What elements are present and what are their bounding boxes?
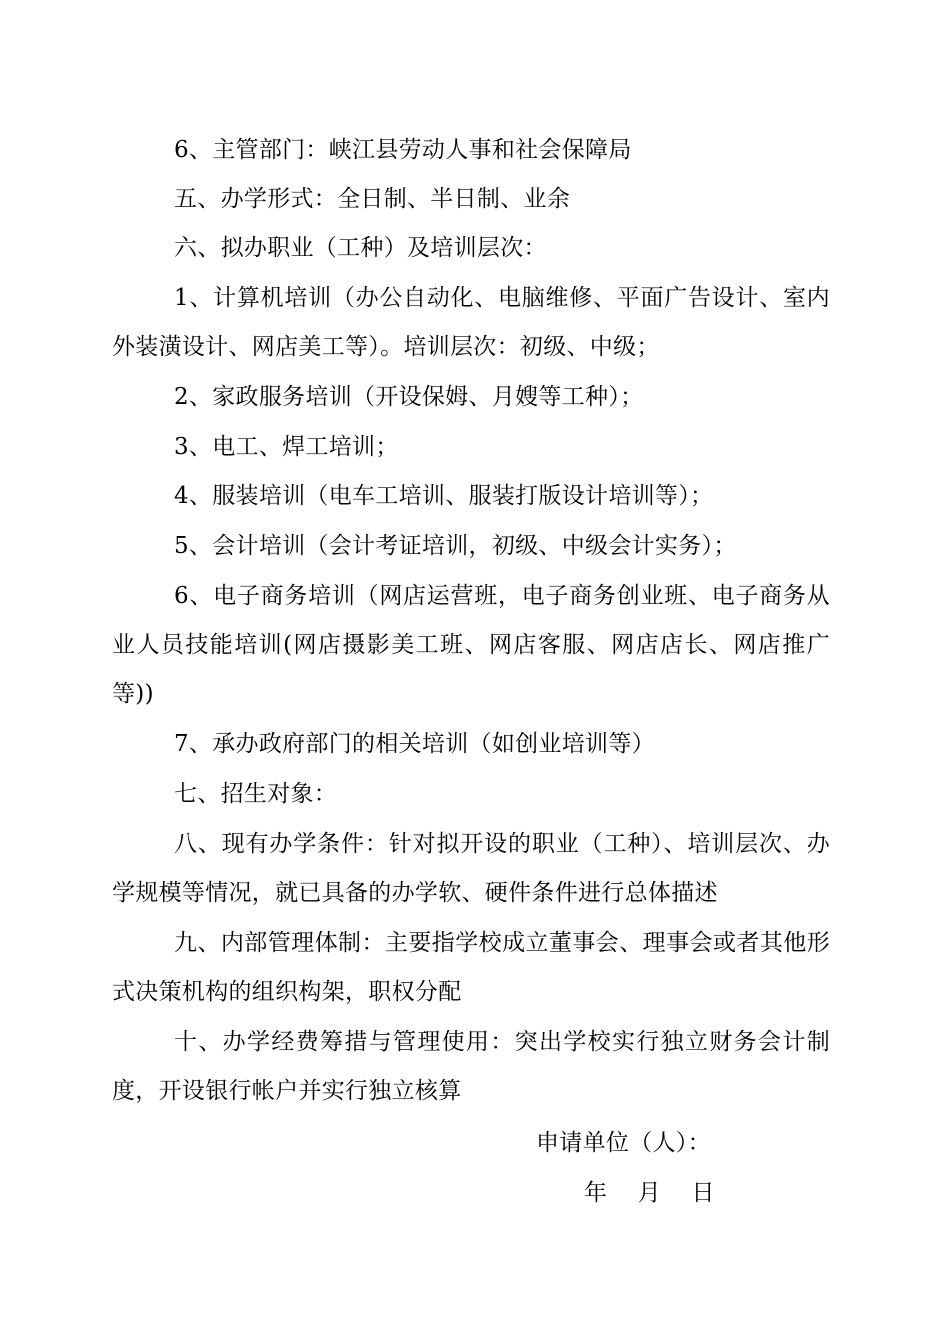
paragraph-accounting-training: 5、会计培训（会计考证培训，初级、中级会计实务）； (174, 533, 737, 559)
paragraph-government-training: 7、承办政府部门的相关培训（如创业培训等） (174, 731, 655, 757)
paragraph-ecommerce-training: 6、电子商务培训（网店运营班，电子商务创业班、电子商务从业人员技能培训(网店摄影美工班、网店客服、网店店长、网店推广等)) (112, 583, 830, 707)
paragraph-housekeeping-training: 2、家政服务培训（开设保姆、月嫂等工种）； (174, 384, 644, 410)
paragraph-occupations-heading: 六、拟办职业（工种）及培训层次： (174, 235, 547, 261)
paragraph-computer-training: 1、计算机培训（办公自动化、电脑维修、平面广告设计、室内外装潢设计、网店美工等）。培训层次：初级、中级； (112, 285, 830, 360)
paragraph-electrician-training: 3、电工、焊工培训； (174, 434, 399, 460)
paragraph-garment-training: 4、服装培训（电车工培训、服装打版设计培训等）； (174, 483, 714, 509)
paragraph-school-form: 五、办学形式：全日制、半日制、业余 (174, 186, 571, 212)
signature-applicant: 申请单位（人）： (536, 1130, 711, 1156)
paragraph-management-system: 九、内部管理体制：主要指学校成立董事会、理事会或者其他形式决策机构的组织构架，职权分配 (112, 930, 830, 1005)
paragraph-department: 6、主管部门：峡江县劳动人事和社会保障局 (174, 137, 632, 163)
paragraph-school-conditions: 八、现有办学条件：针对拟开设的职业（工种）、培训层次、办学规模等情况，就已具备的办学软、硬件条件进行总体描述 (112, 831, 830, 906)
paragraph-funding: 十、办学经费筹措与管理使用：突出学校实行独立财务会计制度，开设银行帐户并实行独立核算 (112, 1029, 830, 1104)
signature-date: 年 月 日 (584, 1180, 715, 1206)
paragraph-enrollment-target: 七、招生对象： (174, 781, 338, 807)
